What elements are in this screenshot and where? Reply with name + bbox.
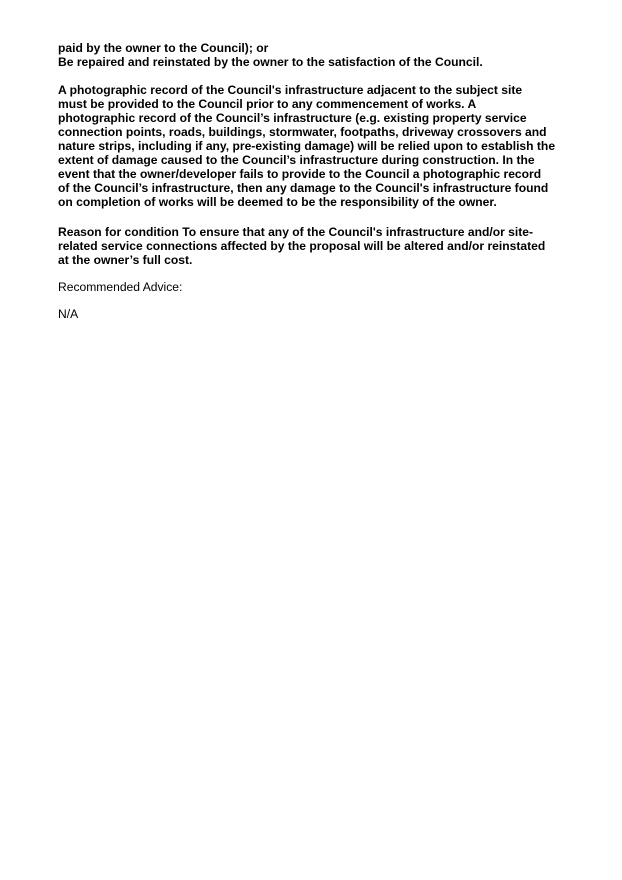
condition-line: nature strips, including if any, pre-existing damage) will be relied upon to establish the — [58, 139, 556, 153]
reason-line: Reason for condition To ensure that any of the Council's infrastructure and/or site- — [58, 225, 534, 239]
condition-paragraph — [58, 83, 574, 209]
condition-line: connection points, roads, buildings, stormwater, footpaths, driveway crossovers and — [58, 125, 547, 139]
condition-line: photographic record of the Council’s infrastructure (e.g. existing property service — [58, 111, 527, 125]
intro-line: paid by the owner to the Council); or — [58, 41, 269, 55]
advice-heading: Recommended Advice: — [58, 280, 183, 294]
reason-line: related service connections affected by the proposal will be altered and/or reinstated — [58, 239, 546, 253]
reason-paragraph — [58, 225, 574, 267]
condition-line: extent of damage caused to the Council’s infrastructure during construction. In the — [58, 153, 535, 167]
condition-line: A photographic record of the Council's infrastructure adjacent to the subject site — [58, 83, 523, 97]
condition-line: on completion of works will be deemed to be the responsibility of the owner. — [58, 195, 497, 209]
intro-line: Be repaired and reinstated by the owner to the satisfaction of the Council. — [58, 55, 483, 69]
document-page — [58, 41, 574, 321]
condition-line: must be provided to the Council prior to any commencement of works. A — [58, 97, 477, 111]
advice-value: N/A — [58, 307, 79, 321]
intro-text — [58, 41, 574, 69]
reason-line: at the owner’s full cost. — [58, 253, 193, 267]
condition-line: event that the owner/developer fails to provide to the Council a photographic record — [58, 167, 542, 181]
condition-line: of the Council’s infrastructure, then any damage to the Council's infrastructure found — [58, 181, 549, 195]
